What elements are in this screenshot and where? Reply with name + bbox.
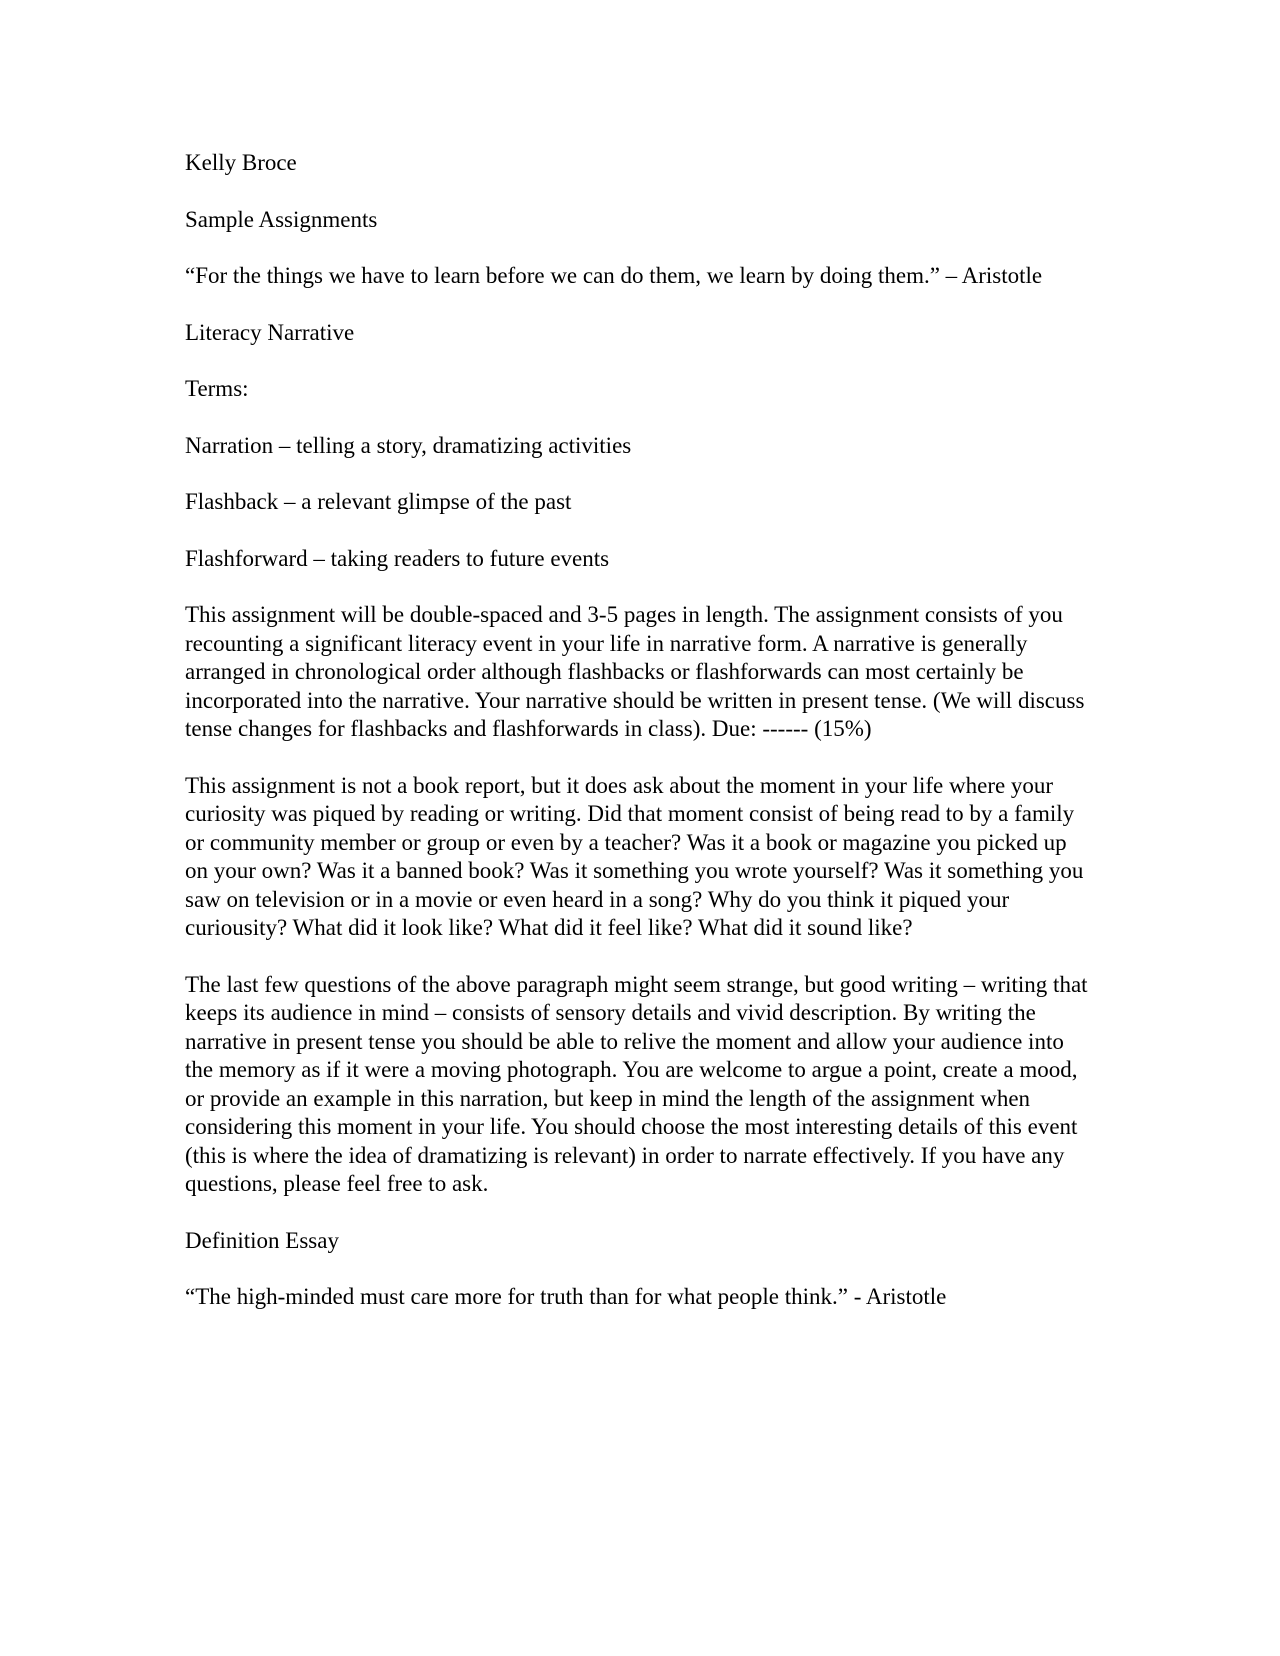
terms-label: Terms: [185, 376, 249, 401]
term-narration: Narration – telling a story, dramatizing activities [185, 432, 632, 458]
term-flashforward: Flashforward – taking readers to future events [185, 545, 610, 571]
epigraph-quote-2: “The high-minded must care more for truth than for what people think.” - Aristotle [185, 1284, 947, 1309]
document-title: Sample Assignments [185, 206, 378, 232]
assignment-paragraph-1: This assignment will be double-spaced and 3-5 pages in length. The assignment consists of you recounting a significant literacy event in your life in narrative form. A narrative is generally arranged in chronological order although flashbacks or flashforwards can most certainly be incorporated into the narrative. Your narrative should be written in present tense. (We will discuss tense changes for flashbacks and flashforwards in class). Due: ------ (15%) [185, 602, 1085, 741]
assignment-paragraph-2: This assignment is not a book report, but it does ask about the moment in your life where your curiosity was piqued by reading or writing. Did that moment consist of being read to by a family or community member or group or even by a teacher? Was it a book or magazine you picked up on your own? Was it a banned book? Was it something you wrote yourself? Was it something you saw on television or in a movie or even heard in a song? Why do you think it piqued your curiousity? What did it look like? What did it feel like? What did it sound like? [185, 772, 1084, 940]
section-heading-literacy-narrative: Literacy Narrative [185, 319, 355, 345]
document-body [185, 149, 1090, 1340]
section-heading-definition-essay: Definition Essay [185, 1227, 339, 1253]
term-flashback: Flashback – a relevant glimpse of the past [185, 489, 572, 514]
epigraph-quote: “For the things we have to learn before we can do them, we learn by doing them.” – Aristotle [185, 263, 1043, 288]
author-name: Kelly Broce [185, 150, 297, 175]
assignment-paragraph-3: The last few questions of the above paragraph might seem strange, but good writing – writing that keeps its audience in mind – consists of sensory details and vivid description. By writing the narrative in present tense you should be able to relive the moment and allow your audience into the memory as if it were a moving photograph. You are welcome to argue a point, create a mood, or provide an example in this narration, but keep in mind the length of the assignment when considering this moment in your life. You should choose the most interesting details of this event (this is where the idea of dramatizing is relevant) in order to narrate effectively. If you have any questions, please feel free to ask. [185, 971, 1088, 1196]
